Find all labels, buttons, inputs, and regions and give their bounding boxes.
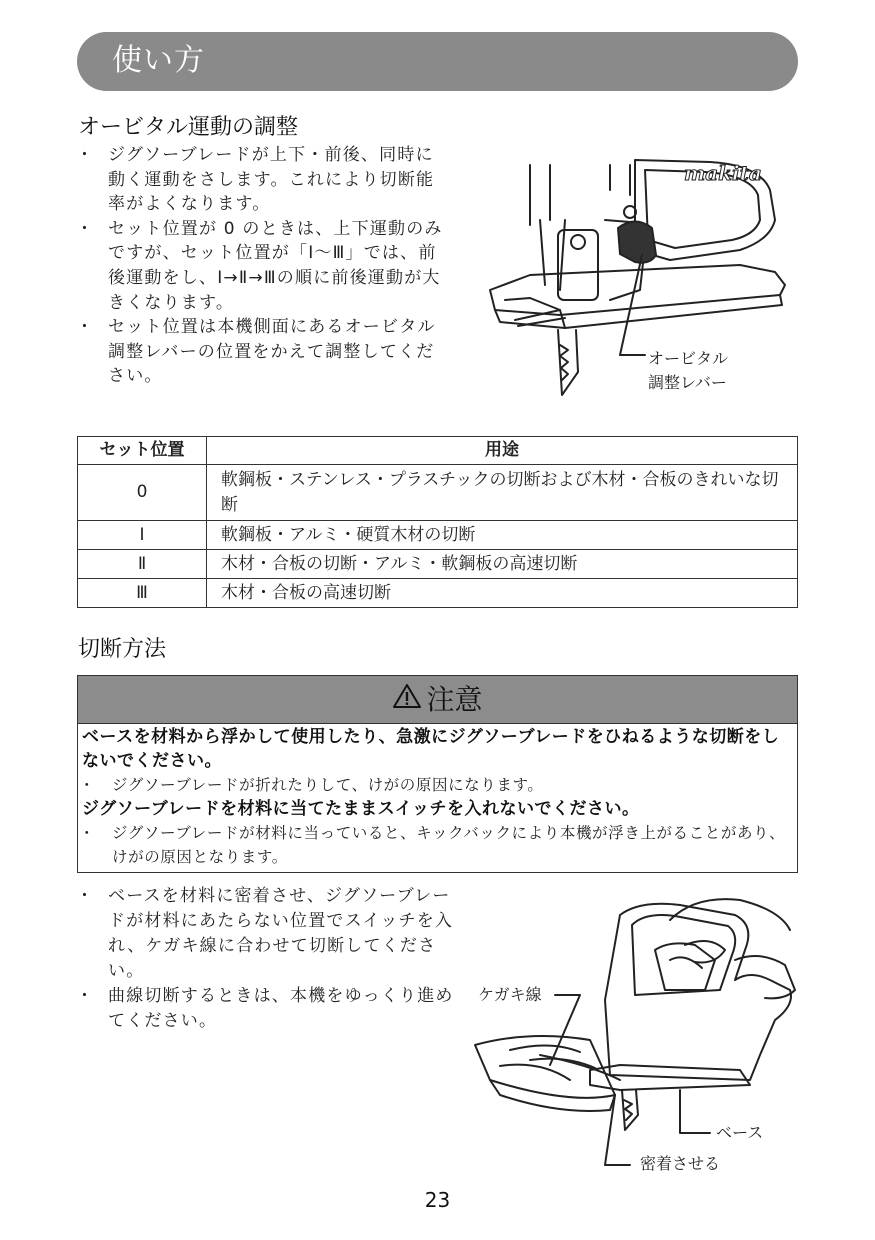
table-cell-position: Ⅰ xyxy=(78,521,207,550)
caution-warning-1: ベースを材料から浮かして使用したり、急激にジグソーブレードをひねるような切断をしないでください。 xyxy=(82,727,780,771)
orbital-bullet-list xyxy=(78,143,450,389)
table-cell-position: Ⅱ xyxy=(78,550,207,579)
column-header-position: セット位置 xyxy=(78,437,207,465)
list-item: ・ ベースを材料に密着させ、ジグソーブレードが材料にあたらない位置でスイッチを入れ、ケガキ線に合わせて切断してください。 xyxy=(78,884,463,984)
table-cell-position: Ⅲ xyxy=(78,579,207,608)
orbital-usage-table xyxy=(77,436,798,608)
list-item: ・ セット位置は本機側面にあるオービタル調整レバーの位置をかえて調整してください。 xyxy=(78,315,450,389)
callout-line1: オービタル xyxy=(648,349,729,368)
caution-title: 注意 xyxy=(426,683,483,716)
contact-label: 密着させる xyxy=(640,1154,721,1173)
warning-triangle-icon xyxy=(392,677,422,723)
page-number: 23 xyxy=(424,1188,451,1212)
caution-note-2: ・ ジグソーブレードが材料に当っていると、キックバックにより本機が浮き上がることがあり、けがの原因となります。 xyxy=(82,821,793,869)
caution-header xyxy=(78,676,797,724)
callout-line2: 調整レバー xyxy=(648,373,727,392)
section-banner xyxy=(77,32,798,91)
orbital-lever-illustration xyxy=(470,150,800,400)
brand-logo: makita xyxy=(684,161,762,185)
list-item: ・ ジグソーブレードが上下・前後、同時に動く運動をさします。これにより切断能率がよくなります。 xyxy=(78,143,450,217)
table-cell-usage: 木材・合板の切断・アルミ・軟鋼板の高速切断 xyxy=(207,550,798,579)
cutting-bullet-list xyxy=(78,884,463,1034)
table-row xyxy=(78,521,798,550)
table-header-row xyxy=(78,437,798,465)
caution-body xyxy=(78,724,797,869)
orbital-heading: オービタル運動の調整 xyxy=(78,115,299,140)
table-cell-usage: 軟鋼板・アルミ・硬質木材の切断 xyxy=(207,521,798,550)
table-cell-usage: 軟鋼板・ステンレス・プラスチックの切断および木材・合板のきれいな切断 xyxy=(207,465,798,521)
table-row xyxy=(78,579,798,608)
scribe-line-label: ケガキ線 xyxy=(478,985,542,1004)
orbital-lever-callout xyxy=(648,347,728,395)
cutting-heading: 切断方法 xyxy=(78,637,167,662)
column-header-usage: 用途 xyxy=(207,437,798,465)
caution-note-1: ・ ジグソーブレードが折れたりして、けがの原因になります。 xyxy=(82,773,793,797)
base-label: ベース xyxy=(716,1123,764,1142)
page-title: 使い方 xyxy=(112,43,205,78)
caution-warning-2: ジグソーブレードを材料に当てたままスイッチを入れないでください。 xyxy=(82,799,640,819)
caution-box xyxy=(77,675,798,873)
table-row xyxy=(78,550,798,579)
table-row xyxy=(78,465,798,521)
list-item: ・ 曲線切断するときは、本機をゆっくり進めてください。 xyxy=(78,984,463,1034)
table-cell-usage: 木材・合板の高速切断 xyxy=(207,579,798,608)
list-item: ・ セット位置が 0 のときは、上下運動のみですが、セット位置が「Ⅰ～Ⅲ」では、前後運動をし、Ⅰ→Ⅱ→Ⅲの順に前後運動が大きくなります。 xyxy=(78,217,450,315)
table-cell-position: 0 xyxy=(78,465,207,521)
